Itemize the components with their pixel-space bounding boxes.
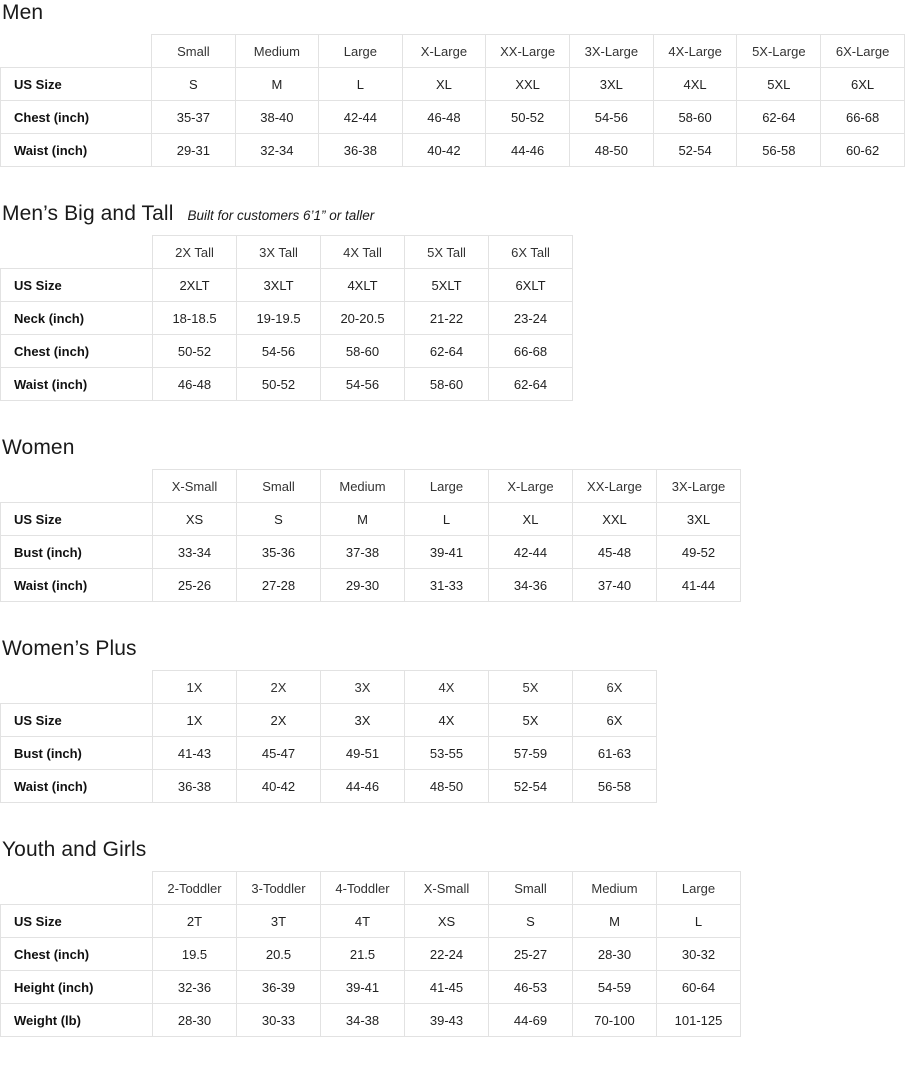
table-cell: 30-33 [237,1004,321,1037]
table-header-row [1,671,657,704]
table-cell: 29-31 [152,134,235,167]
table-cell: 54-59 [573,971,657,1004]
table-row [1,938,741,971]
table-cell: 6XLT [489,269,573,302]
table-cell: 4XL [653,68,737,101]
table-cell: 50-52 [486,101,570,134]
table-cell: XS [405,905,489,938]
table-cell: 34-38 [321,1004,405,1037]
table-cell: 41-43 [153,737,237,770]
table-row [1,536,741,569]
table-cell: 39-41 [405,536,489,569]
table-cell: 37-40 [573,569,657,602]
table-cell: 36-38 [153,770,237,803]
table-cell: 32-34 [235,134,319,167]
table-cell: 5XL [737,68,821,101]
column-header: XX-Large [573,470,657,503]
table-cell: 42-44 [319,101,402,134]
table-cell: 4X [405,704,489,737]
table-row [1,68,905,101]
table-cell: 38-40 [235,101,319,134]
table-header-row [1,872,741,905]
table-cell: 3XL [569,68,653,101]
column-header: Large [405,470,489,503]
table-row [1,704,657,737]
table-corner-cell [1,872,153,905]
table-cell: 25-27 [489,938,573,971]
table-cell: 62-64 [737,101,821,134]
table-cell: S [152,68,235,101]
table-cell: 54-56 [237,335,321,368]
table-cell: 21.5 [321,938,405,971]
table-cell: 19-19.5 [237,302,321,335]
size-table [0,670,657,803]
table-header-row [1,35,905,68]
table-cell: 20-20.5 [321,302,405,335]
table-corner-cell [1,236,153,269]
table-cell: 50-52 [237,368,321,401]
row-header: Waist (inch) [1,569,153,602]
table-row [1,101,905,134]
table-cell: 1X [153,704,237,737]
size-table [0,469,741,602]
section-header [0,837,905,871]
table-header-row [1,470,741,503]
table-cell: XS [153,503,237,536]
size-section [0,201,905,401]
section-header [0,0,905,34]
row-header: Chest (inch) [1,101,152,134]
column-header: 2X [237,671,321,704]
section-title: Youth and Girls [2,838,147,861]
table-row [1,905,741,938]
table-cell: M [573,905,657,938]
column-header: 5X-Large [737,35,821,68]
column-header: Large [319,35,402,68]
column-header: 3X-Large [569,35,653,68]
table-cell: 29-30 [321,569,405,602]
column-header: 1X [153,671,237,704]
section-header [0,201,905,235]
table-cell: 39-43 [405,1004,489,1037]
table-cell: 49-51 [321,737,405,770]
row-header: Waist (inch) [1,770,153,803]
table-corner-cell [1,470,153,503]
table-cell: M [321,503,405,536]
table-row [1,770,657,803]
column-header: XX-Large [486,35,570,68]
section-title: Women [2,436,75,459]
table-row [1,569,741,602]
table-cell: 18-18.5 [153,302,237,335]
section-header [0,435,905,469]
table-cell: 46-53 [489,971,573,1004]
column-header: 3X [321,671,405,704]
table-cell: 6X [573,704,657,737]
column-header: X-Large [489,470,573,503]
table-cell: 41-44 [657,569,741,602]
table-cell: 3XLT [237,269,321,302]
table-cell: 32-36 [153,971,237,1004]
table-cell: 42-44 [489,536,573,569]
table-cell: 44-69 [489,1004,573,1037]
row-header: Height (inch) [1,971,153,1004]
size-table [0,871,741,1037]
table-cell: 60-62 [821,134,905,167]
column-header: 6X [573,671,657,704]
table-row [1,335,573,368]
size-section [0,636,905,803]
column-header: 2-Toddler [153,872,237,905]
section-title: Women’s Plus [2,637,137,660]
table-cell: XXL [486,68,570,101]
table-cell: 52-54 [489,770,573,803]
table-row [1,302,573,335]
table-cell: 20.5 [237,938,321,971]
table-cell: 56-58 [573,770,657,803]
table-cell: 45-47 [237,737,321,770]
column-header: Medium [321,470,405,503]
table-cell: 57-59 [489,737,573,770]
table-cell: XL [402,68,486,101]
table-cell: S [237,503,321,536]
table-cell: 58-60 [405,368,489,401]
table-cell: 46-48 [402,101,486,134]
table-cell: 2X [237,704,321,737]
section-header [0,636,905,670]
table-cell: 54-56 [321,368,405,401]
table-cell: 54-56 [569,101,653,134]
table-cell: 41-45 [405,971,489,1004]
table-cell: 2XLT [153,269,237,302]
column-header: 2X Tall [153,236,237,269]
table-cell: 58-60 [321,335,405,368]
table-cell: L [657,905,741,938]
table-cell: 28-30 [153,1004,237,1037]
table-cell: 62-64 [489,368,573,401]
column-header: Small [489,872,573,905]
table-cell: 40-42 [237,770,321,803]
table-row [1,368,573,401]
table-row [1,971,741,1004]
table-cell: 50-52 [153,335,237,368]
table-cell: 60-64 [657,971,741,1004]
column-header: X-Large [402,35,486,68]
table-cell: XL [489,503,573,536]
table-header-row [1,236,573,269]
column-header: 6X-Large [821,35,905,68]
column-header: 4-Toddler [321,872,405,905]
table-cell: 5XLT [405,269,489,302]
column-header: 3X Tall [237,236,321,269]
table-cell: 48-50 [405,770,489,803]
row-header: Waist (inch) [1,134,152,167]
table-cell: 21-22 [405,302,489,335]
column-header: Medium [235,35,319,68]
table-cell: 19.5 [153,938,237,971]
table-cell: 34-36 [489,569,573,602]
table-cell: 5X [489,704,573,737]
table-cell: 45-48 [573,536,657,569]
row-header: Bust (inch) [1,536,153,569]
row-header: US Size [1,269,153,302]
row-header: Bust (inch) [1,737,153,770]
table-cell: 3XL [657,503,741,536]
table-cell: 35-37 [152,101,235,134]
row-header: US Size [1,503,153,536]
size-section [0,435,905,602]
table-cell: 4T [321,905,405,938]
size-section [0,0,905,167]
row-header: US Size [1,704,153,737]
table-cell: 58-60 [653,101,737,134]
table-cell: 28-30 [573,938,657,971]
table-cell: 66-68 [489,335,573,368]
table-cell: 23-24 [489,302,573,335]
table-row [1,269,573,302]
size-section [0,837,905,1037]
row-header: Weight (lb) [1,1004,153,1037]
column-header: Small [152,35,235,68]
table-row [1,134,905,167]
table-cell: 3T [237,905,321,938]
column-header: 3X-Large [657,470,741,503]
row-header: Neck (inch) [1,302,153,335]
table-corner-cell [1,671,153,704]
column-header: 4X Tall [321,236,405,269]
row-header: Chest (inch) [1,335,153,368]
table-cell: 66-68 [821,101,905,134]
table-cell: L [405,503,489,536]
table-row [1,737,657,770]
table-cell: 36-38 [319,134,402,167]
column-header: 4X [405,671,489,704]
table-cell: 35-36 [237,536,321,569]
table-cell: 53-55 [405,737,489,770]
table-cell: 61-63 [573,737,657,770]
table-cell: 52-54 [653,134,737,167]
table-cell: 70-100 [573,1004,657,1037]
table-cell: 39-41 [321,971,405,1004]
column-header: Small [237,470,321,503]
row-header: US Size [1,68,152,101]
table-cell: 62-64 [405,335,489,368]
row-header: Chest (inch) [1,938,153,971]
column-header: 5X Tall [405,236,489,269]
column-header: 5X [489,671,573,704]
table-cell: 22-24 [405,938,489,971]
table-cell: 25-26 [153,569,237,602]
column-header: Large [657,872,741,905]
table-cell: 36-39 [237,971,321,1004]
column-header: Medium [573,872,657,905]
table-cell: 31-33 [405,569,489,602]
table-cell: 44-46 [486,134,570,167]
table-cell: 44-46 [321,770,405,803]
table-cell: 6XL [821,68,905,101]
table-cell: 37-38 [321,536,405,569]
section-title: Men’s Big and Tall [2,202,174,225]
table-cell: L [319,68,402,101]
table-cell: 101-125 [657,1004,741,1037]
table-cell: 27-28 [237,569,321,602]
table-cell: 56-58 [737,134,821,167]
table-cell: 2T [153,905,237,938]
row-header: Waist (inch) [1,368,153,401]
table-corner-cell [1,35,152,68]
section-title: Men [2,1,44,24]
table-cell: XXL [573,503,657,536]
table-cell: 40-42 [402,134,486,167]
table-cell: 49-52 [657,536,741,569]
table-cell: 30-32 [657,938,741,971]
column-header: X-Small [405,872,489,905]
size-table [0,34,905,167]
table-cell: M [235,68,319,101]
table-cell: S [489,905,573,938]
table-cell: 48-50 [569,134,653,167]
column-header: 4X-Large [653,35,737,68]
column-header: 3-Toddler [237,872,321,905]
table-cell: 4XLT [321,269,405,302]
table-cell: 33-34 [153,536,237,569]
table-cell: 3X [321,704,405,737]
table-cell: 46-48 [153,368,237,401]
table-row [1,503,741,536]
column-header: X-Small [153,470,237,503]
size-table [0,235,573,401]
section-note: Built for customers 6’1” or taller [187,208,375,223]
column-header: 6X Tall [489,236,573,269]
table-row [1,1004,741,1037]
row-header: US Size [1,905,153,938]
